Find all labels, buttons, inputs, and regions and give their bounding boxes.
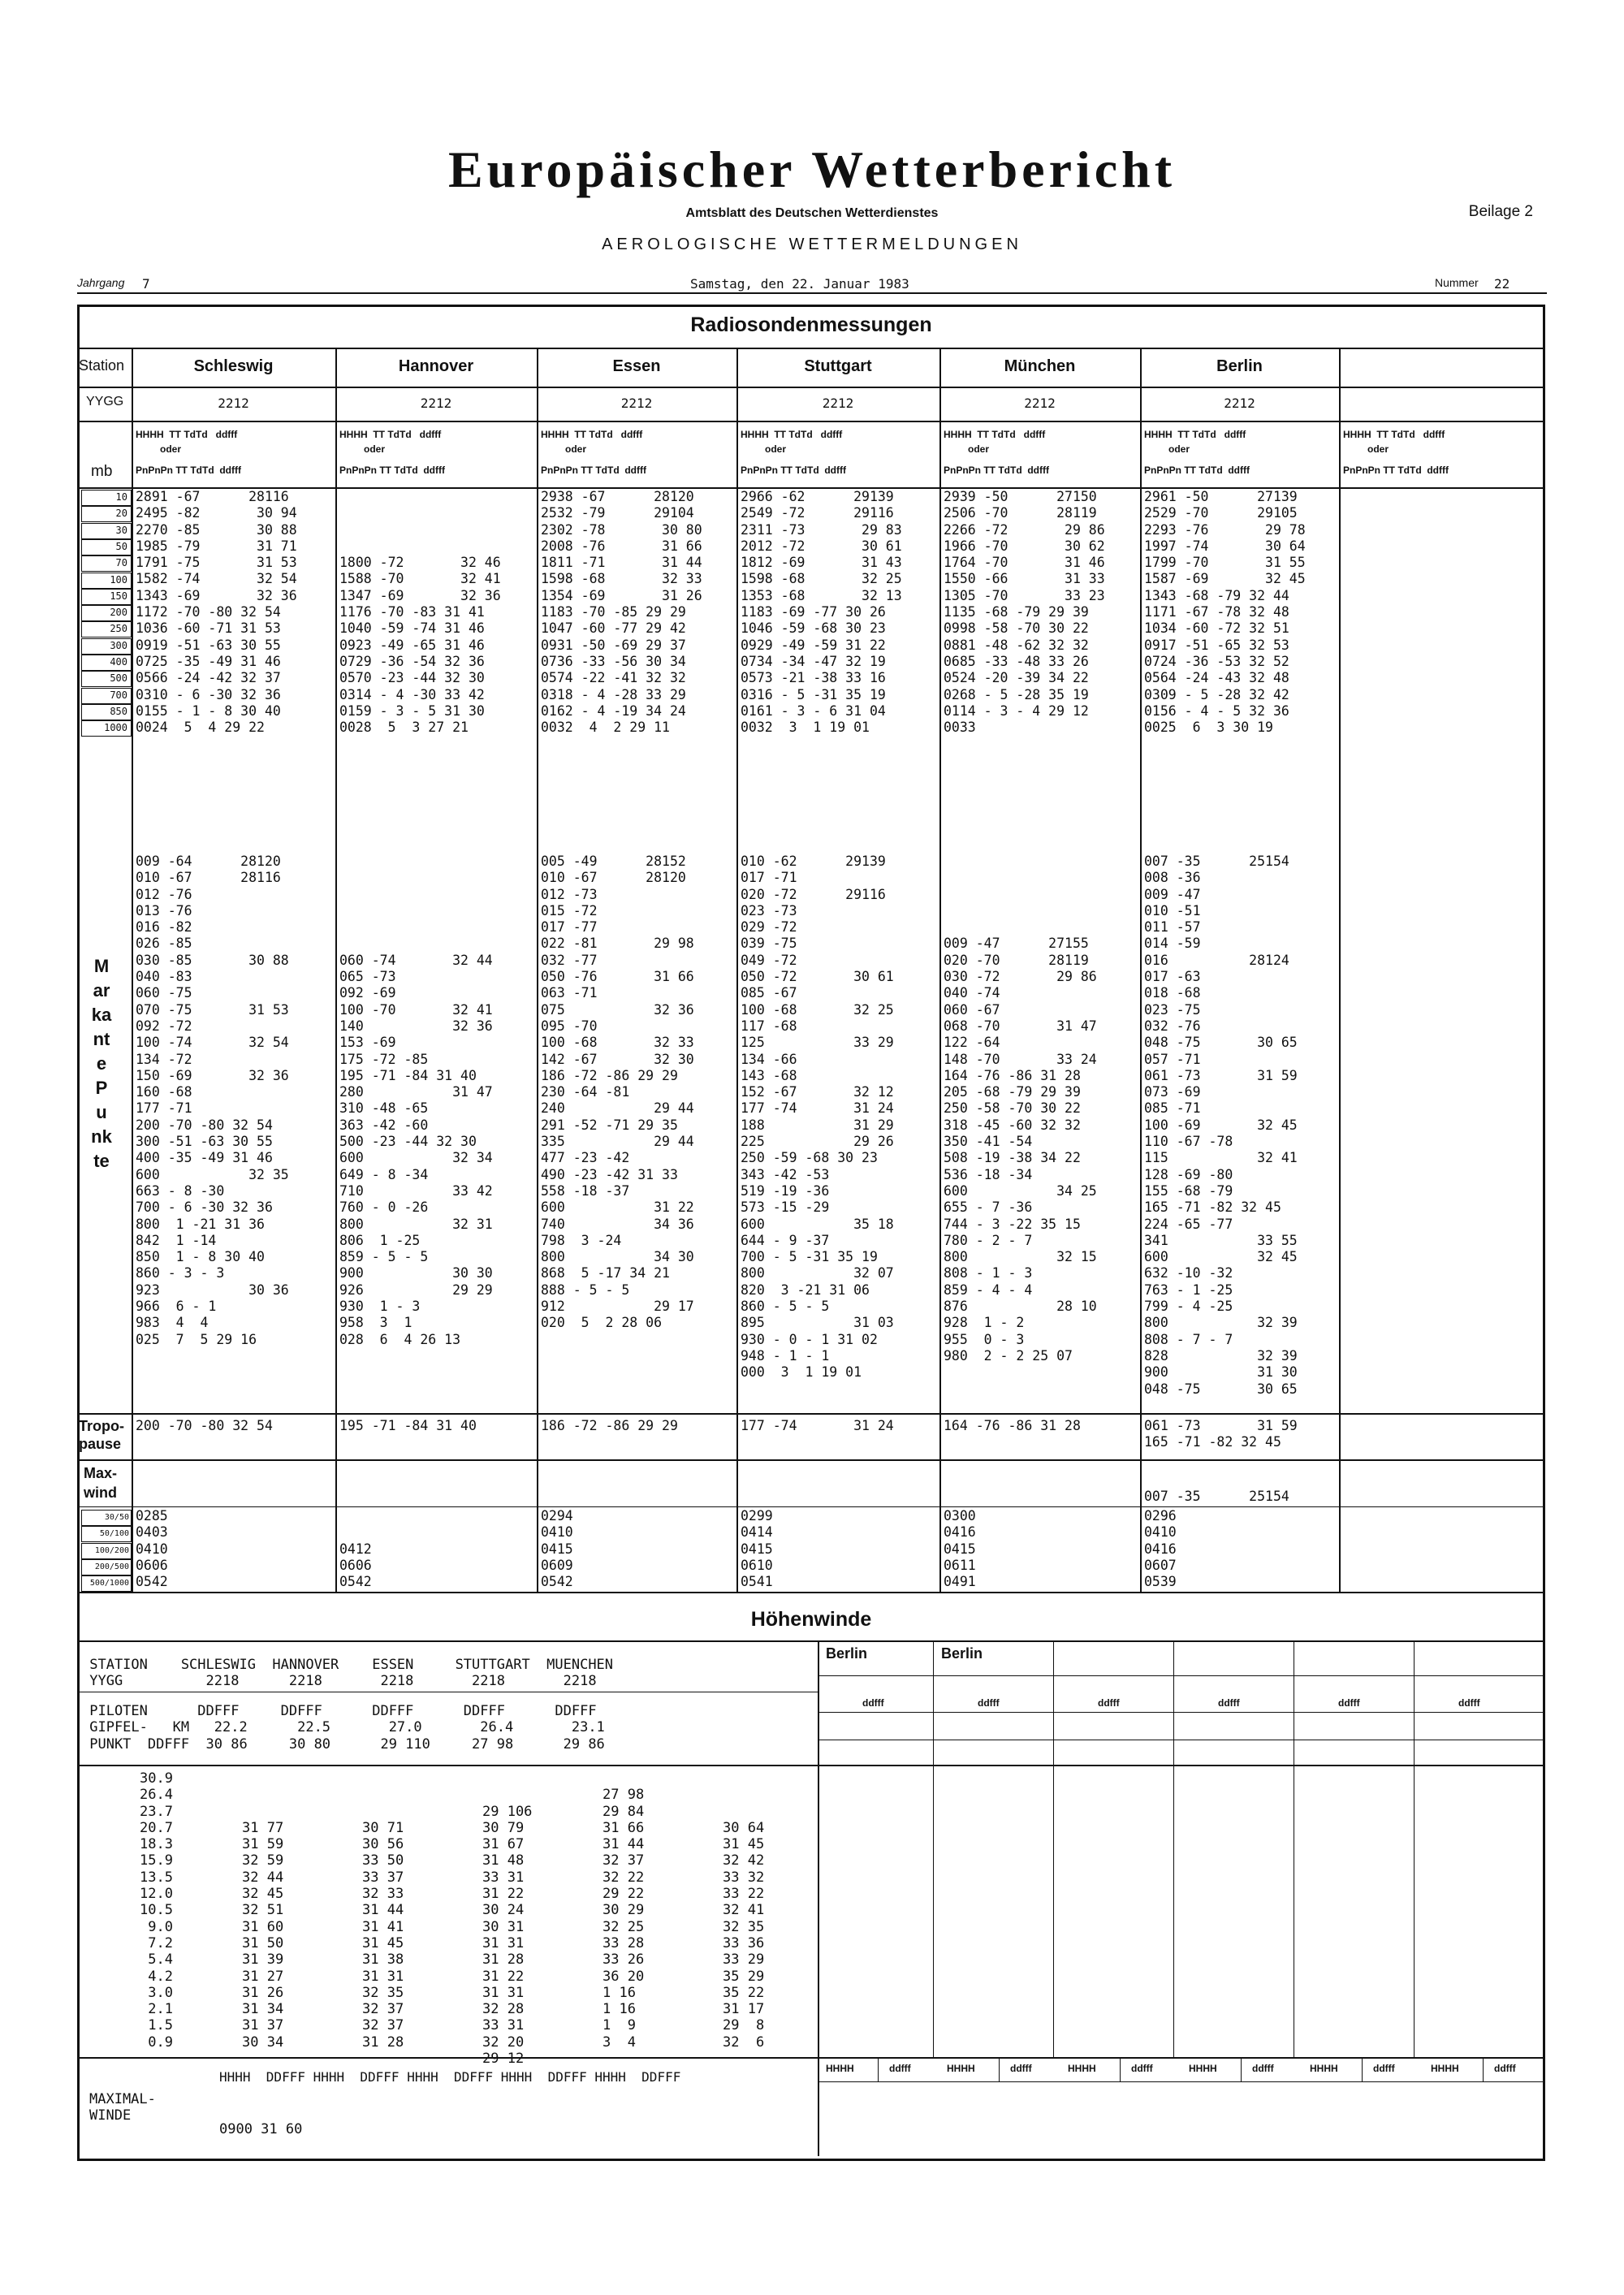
hw-ddfff-header: ddfff bbox=[1098, 1697, 1120, 1709]
shear-level-box bbox=[81, 1575, 132, 1592]
column-header-bottom: PnPnPn TT TdTd ddfff bbox=[1343, 465, 1449, 476]
hw-hhhh-header: HHHH bbox=[1068, 2063, 1096, 2074]
hw-ddfff-header: ddfff bbox=[889, 2063, 911, 2074]
column-header-top: HHHH TT TdTd ddfff bbox=[741, 429, 843, 440]
mb-level-box bbox=[81, 655, 132, 671]
hw-hhhh-header: HHHH bbox=[1310, 2063, 1338, 2074]
tropopause-values: 186 -72 -86 29 29 bbox=[541, 1418, 678, 1433]
hw-ddfff-header: ddfff bbox=[978, 1697, 1000, 1709]
grid-line bbox=[818, 2081, 1544, 2082]
mb-level-box bbox=[81, 490, 132, 506]
beilage-label: Beilage 2 bbox=[1468, 203, 1533, 220]
marked-points: 009 -47 27155 020 -70 28119 030 -72 29 86 040 -74 060 -67 068 -70 31 47 122 -64 148 -70 33 24 164 -76 -86 31 28 205 -68 -79 29 39 250 -58 -70 30 22 318 -45 -60 32 32 350 -41 -54 508 -19 -38 34 22 536 -18 -34 600 34 25 655 - 7 -36 744 - 3 -22 35 15 780 - 2 - 7 800 32 15 808 - 1 - 3 859 - 4 - 4 876 28 10 928 1 - 2 955 0 - 3 980 2 - 2 25 07 bbox=[944, 936, 1097, 1364]
column-header-top: HHHH TT TdTd ddfff bbox=[1144, 429, 1246, 440]
standard-levels: 2891 -67 28116 2495 -82 30 94 2270 -85 30 88 1985 -79 31 71 1791 -75 31 53 1582 -74 32 54 1343 -69 32 36 1172 -70 -80 32 54 1036 -60 -71 31 53 0919 -51 -63 30 55 0725 -35 -49 31 46 0566 -24 -42 32 37 0310 - 6 -30 32 36 0155 - 1 - 8 30 40 0024 5 4 29 22 bbox=[136, 489, 297, 736]
mb-level-value: 70 bbox=[115, 557, 127, 569]
mb-level-box bbox=[81, 523, 132, 539]
column-header-bottom: PnPnPn TT TdTd ddfff bbox=[541, 465, 646, 476]
marked-points: 060 -74 32 44 065 -73 092 -69 100 -70 32 41 140 32 36 153 -69 175 -72 -85 195 -71 -84 31 40 280 31 47 310 -48 -65 363 -42 -60 500 -23 -44 32 30 600 32 34 649 - 8 -34 710 33 42 760 - 0 -26 800 32 31 806 1 -25 859 - 5 - 5 900 30 30 926 29 29 930 1 - 3 958 3 1 028 6 4 26 13 bbox=[339, 952, 493, 1347]
grid-line bbox=[1483, 2057, 1484, 2081]
grid-line bbox=[1362, 2057, 1363, 2081]
hw-col-schleswig: 31 77 31 59 32 59 32 44 32 45 32 51 31 60 31 50 31 39 31 27 31 26 31 34 31 37 30 34 bbox=[242, 1819, 284, 2051]
hw-hhhh-header: HHHH bbox=[826, 2063, 854, 2074]
grid-line bbox=[818, 1675, 1544, 1676]
tropopause-values: 164 -76 -86 31 28 bbox=[944, 1418, 1081, 1433]
hw-hhhh-header: HHHH bbox=[1431, 2063, 1459, 2074]
mb-level-box bbox=[81, 589, 132, 605]
mb-level-box bbox=[81, 573, 132, 589]
station-name: München bbox=[1004, 357, 1076, 375]
tropopause-label: Tropo- pause bbox=[79, 1418, 124, 1452]
grid-line bbox=[1053, 1640, 1054, 2057]
page-subtitle: Amtsblatt des Deutschen Wetterdienstes bbox=[685, 206, 939, 220]
mb-level-value: 150 bbox=[110, 590, 127, 602]
hw-station-header: STATION SCHLESWIG HANNOVER ESSEN STUTTGART MUENCHEN YYGG 2218 2218 2218 2218 2218 bbox=[89, 1657, 614, 1690]
mb-level-value: 250 bbox=[110, 623, 127, 635]
hw-right-station: Berlin bbox=[941, 1645, 983, 1662]
maxwind-label: Max- wind bbox=[84, 1465, 118, 1501]
column-header-top: HHHH TT TdTd ddfff bbox=[136, 429, 238, 440]
hw-hhhh-header: HHHH bbox=[1189, 2063, 1217, 2074]
hw-ddfff-header: ddfff bbox=[1338, 1697, 1360, 1709]
standard-levels: 1800 -72 32 46 1588 -70 32 41 1347 -69 32 36 1176 -70 -83 31 41 1040 -59 -74 31 46 0923 -49 -65 31 46 0729 -36 -54 32 36 0570 -23 -44 32 30 0314 - 4 -30 33 42 0159 - 3 - 5 31 30 0028 5 3 27 21 bbox=[339, 555, 501, 736]
shear-level-value: 100/200 bbox=[94, 1545, 129, 1555]
grid-line bbox=[1414, 1640, 1415, 2057]
station-name: Essen bbox=[612, 357, 661, 375]
hw-ddfff-header: ddfff bbox=[1131, 2063, 1153, 2074]
nummer-value: 22 bbox=[1494, 276, 1510, 292]
mb-level-box bbox=[81, 671, 132, 687]
shear-level-value: 500/1000 bbox=[89, 1579, 129, 1588]
mb-level-value: 20 bbox=[115, 508, 127, 520]
grid-line bbox=[1120, 2057, 1121, 2081]
mb-level-value: 500 bbox=[110, 672, 127, 685]
hw-ddfff-header: ddfff bbox=[1218, 1697, 1240, 1709]
shear-values: 0296 0410 0416 0607 0539 bbox=[1144, 1508, 1177, 1590]
jahrgang-label: Jahrgang bbox=[77, 276, 125, 289]
hw-heights: 30.9 26.4 23.7 20.7 18.3 15.9 13.5 12.0 10.5 9.0 7.2 5.4 4.2 3.0 2.1 1.5 0.9 bbox=[140, 1770, 173, 2051]
shear-level-value: 30/50 bbox=[104, 1513, 129, 1522]
hw-col-essen: 29 106 30 79 31 67 31 48 33 31 31 22 30 24 30 31 31 31 31 28 31 22 31 31 32 28 33 31 32 20 29 12 bbox=[482, 1803, 533, 2068]
mb-level-value: 100 bbox=[110, 573, 127, 586]
mb-level-box bbox=[81, 720, 132, 737]
mb-level-box bbox=[81, 688, 132, 704]
mb-level-value: 30 bbox=[115, 524, 127, 536]
hw-ddfff-header: ddfff bbox=[1458, 1697, 1480, 1709]
hw-piloten-block: PILOTEN DDFFF DDFFF DDFFF DDFFF DDFFF GIPFEL- KM 22.2 22.5 27.0 26.4 23.1 PUNKT DDFFF 30 86 30 80 29 110 27 98 29 86 bbox=[89, 1703, 605, 1753]
standard-levels: 2966 -62 29139 2549 -72 29116 2311 -73 29 83 2012 -72 30 61 1812 -69 31 43 1598 -68 32 25 1353 -68 32 13 1183 -69 -77 30 26 1046 -59 -68 30 23 0929 -49 -59 31 22 0734 -34 -47 32 19 0573 -21 -38 33 16 0316 - 5 -31 35 19 0161 - 3 - 6 31 04 0032 3 1 19 01 bbox=[741, 489, 902, 736]
standard-levels: 2939 -50 27150 2506 -70 28119 2266 -72 29 86 1966 -70 30 62 1764 -70 31 46 1550 -66 31 33 1305 -70 33 23 1135 -68 -79 29 39 0998 -58 -70 30 22 0881 -48 -62 32 32 0685 -33 -48 33 26 0524 -20 -39 34 22 0268 - 5 -28 35 19 0114 - 3 - 4 29 12 0033 bbox=[944, 489, 1105, 736]
marked-points: 009 -64 28120 010 -67 28116 012 -76 013 -76 016 -82 026 -85 030 -85 30 88 040 -83 060 -75 070 -75 31 53 092 -72 100 -74 32 54 134 -72 150 -69 32 36 160 -68 177 -71 200 -70 -80 32 54 300 -51 -63 30 55 400 -35 -49 31 46 600 32 35 663 - 8 -30 700 - 6 -30 32 36 800 1 -21 31 36 842 1 -14 850 1 - 8 30 40 860 - 3 - 3 923 30 36 966 6 - 1 983 4 4 025 7 5 29 16 bbox=[136, 854, 289, 1347]
station-label: Station bbox=[79, 357, 125, 374]
station-name: Hannover bbox=[398, 357, 474, 375]
hw-ddfff-header: ddfff bbox=[1494, 2063, 1516, 2074]
mb-level-box bbox=[81, 621, 132, 638]
shear-values: 0299 0414 0415 0610 0541 bbox=[741, 1508, 773, 1590]
shear-level-value: 200/500 bbox=[94, 1562, 129, 1571]
hw-hhhh-header: HHHH bbox=[947, 2063, 975, 2074]
mb-level-box bbox=[81, 638, 132, 655]
shear-values: 0300 0416 0415 0611 0491 bbox=[944, 1508, 976, 1590]
mb-level-box bbox=[81, 539, 132, 555]
mb-level-value: 300 bbox=[110, 639, 127, 651]
column-header-bottom: PnPnPn TT TdTd ddfff bbox=[741, 465, 846, 476]
radiosonde-title: Radiosondenmessungen bbox=[690, 313, 932, 336]
issue-info-line bbox=[77, 274, 1547, 294]
column-header-mid: oder bbox=[1343, 443, 1389, 455]
column-header-top: HHHH TT TdTd ddfff bbox=[541, 429, 643, 440]
shear-values: 0294 0410 0415 0609 0542 bbox=[541, 1508, 573, 1590]
column-header-bottom: PnPnPn TT TdTd ddfff bbox=[339, 465, 445, 476]
shear-level-box bbox=[81, 1543, 132, 1559]
mb-level-value: 10 bbox=[115, 491, 127, 503]
column-header-mid: oder bbox=[741, 443, 787, 455]
jahrgang-value: 7 bbox=[142, 276, 150, 292]
grid-line bbox=[933, 1640, 934, 2057]
station-yygg: 2212 bbox=[218, 395, 249, 411]
column-header-bottom: PnPnPn TT TdTd ddfff bbox=[1144, 465, 1250, 476]
column-header-top: HHHH TT TdTd ddfff bbox=[1343, 429, 1445, 440]
nummer-label: Nummer bbox=[1435, 276, 1479, 289]
station-name: Stuttgart bbox=[804, 357, 872, 375]
hw-col-muenchen: 30 64 31 45 32 42 33 32 33 22 32 41 32 35 33 36 33 29 35 29 35 22 31 17 29 8 32 6 bbox=[723, 1819, 765, 2051]
station-name: Berlin bbox=[1216, 357, 1263, 375]
marked-points: 010 -62 29139 017 -71 020 -72 29116 023 -73 029 -72 039 -75 049 -72 050 -72 30 61 085 -67 100 -68 32 25 117 -68 125 33 29 134 -66 143 -68 152 -67 32 12 177 -74 31 24 188 31 29 225 29 26 250 -59 -68 30 23 343 -42 -53 519 -19 -36 573 -15 -29 600 35 18 644 - 9 -37 700 - 5 -31 35 19 800 32 07 820 3 -21 31 06 860 - 5 - 5 895 31 03 930 - 0 - 1 31 02 948 - 1 - 1 000 3 1 19 01 bbox=[741, 854, 894, 1381]
mb-level-value: 200 bbox=[110, 607, 127, 619]
hw-ddfff-header: ddfff bbox=[1373, 2063, 1395, 2074]
hw-maximal-value: 0900 31 60 bbox=[219, 2121, 303, 2137]
mb-level-value: 400 bbox=[110, 656, 127, 668]
station-name: Schleswig bbox=[193, 357, 274, 375]
column-header-mid: oder bbox=[339, 443, 386, 455]
issue-date: Samstag, den 22. Januar 1983 bbox=[690, 276, 909, 292]
column-header-mid: oder bbox=[944, 443, 990, 455]
hoehenwinde-title: Höhenwinde bbox=[750, 1608, 872, 1631]
column-header-mid: oder bbox=[541, 443, 587, 455]
shear-level-value: 50/100 bbox=[99, 1529, 129, 1539]
column-header-mid: oder bbox=[1144, 443, 1190, 455]
page-title: Europäischer Wetterbericht bbox=[447, 140, 1177, 198]
mb-level-value: 50 bbox=[115, 540, 127, 552]
shear-level-box bbox=[81, 1559, 132, 1575]
tropopause-values: 200 -70 -80 32 54 bbox=[136, 1418, 273, 1433]
mb-level-box bbox=[81, 605, 132, 621]
shear-level-box bbox=[81, 1510, 132, 1526]
mb-level-value: 1000 bbox=[104, 722, 127, 734]
shear-values: 0285 0403 0410 0606 0542 bbox=[136, 1508, 168, 1590]
standard-levels: 2938 -67 28120 2532 -79 29104 2302 -78 30 80 2008 -76 31 66 1811 -71 31 44 1598 -68 32 33 1354 -69 31 26 1183 -70 -85 29 29 1047 -60 -77 29 42 0931 -50 -69 29 37 0736 -33 -56 30 34 0574 -22 -41 32 32 0318 - 4 -28 33 29 0162 - 4 -19 34 24 0032 4 2 29 11 bbox=[541, 489, 702, 736]
tropopause-values: 061 -73 31 59 165 -71 -82 32 45 bbox=[1144, 1418, 1298, 1450]
hw-col-stuttgart: 27 98 29 84 31 66 31 44 32 37 32 22 29 22 30 29 32 25 33 28 33 26 36 20 1 16 1 16 1 9 3 4 bbox=[603, 1787, 645, 2051]
hw-right-station: Berlin bbox=[826, 1645, 868, 1662]
hw-ddfff-header: ddfff bbox=[1252, 2063, 1274, 2074]
hw-ddfff-header: ddfff bbox=[862, 1697, 884, 1709]
shear-level-box bbox=[81, 1526, 132, 1542]
maxwind-values: 007 -35 25154 bbox=[1144, 1489, 1289, 1504]
marked-points-label: Markante Punkte bbox=[91, 956, 112, 1171]
station-yygg: 2212 bbox=[822, 395, 854, 411]
station-yygg: 2212 bbox=[1024, 395, 1056, 411]
mb-level-box bbox=[81, 555, 132, 572]
hw-maximal-header: HHHH DDFFF HHHH DDFFF HHHH DDFFF HHHH DDFFF HHHH DDFFF bbox=[219, 2069, 681, 2085]
column-header-mid: oder bbox=[136, 443, 182, 455]
column-header-bottom: PnPnPn TT TdTd ddfff bbox=[136, 465, 241, 476]
standard-levels: 2961 -50 27139 2529 -70 29105 2293 -76 29 78 1997 -74 30 64 1799 -70 31 55 1587 -69 32 45 1343 -68 -79 32 44 1171 -67 -78 32 48 1034 -60 -72 32 51 0917 -51 -65 32 53 0724 -36 -53 32 52 0564 -24 -43 32 48 0309 - 5 -28 32 42 0156 - 4 - 5 32 36 0025 6 3 30 19 bbox=[1144, 489, 1306, 736]
station-yygg: 2212 bbox=[1224, 395, 1255, 411]
section-title: AEROLOGISCHE WETTERMELDUNGEN bbox=[602, 236, 1022, 253]
marked-points: 007 -35 25154 008 -36 009 -47 010 -51 011 -57 014 -59 016 28124 017 -63 018 -68 023 -75 032 -76 048 -75 30 65 057 -71 061 -73 31 59 073 -69 085 -71 100 -69 32 45 110 -67 -78 115 32 41 128 -69 -80 155 -68 -79 165 -71 -82 32 45 224 -65 -77 341 33 55 600 32 45 632 -10 -32 763 - 1 -25 799 - 4 -25 800 32 39 808 - 7 - 7 828 32 39 900 31 30 048 -75 30 65 bbox=[1144, 854, 1298, 1397]
station-yygg: 2212 bbox=[620, 395, 653, 411]
grid-line bbox=[1173, 1640, 1174, 2057]
shear-values: 0412 0606 0542 bbox=[339, 1541, 372, 1590]
mb-level-box bbox=[81, 704, 132, 720]
mb-level-value: 700 bbox=[110, 689, 127, 701]
hw-maximal-label: MAXIMAL- WINDE bbox=[89, 2091, 156, 2124]
mb-level-box bbox=[81, 506, 132, 522]
hw-col-hannover: 30 71 30 56 33 50 33 37 32 33 31 44 31 41 31 45 31 38 31 31 32 35 32 37 32 37 31 28 bbox=[362, 1819, 404, 2051]
tropopause-values: 195 -71 -84 31 40 bbox=[339, 1418, 477, 1433]
column-header-top: HHHH TT TdTd ddfff bbox=[944, 429, 1046, 440]
mb-label: mb bbox=[91, 463, 113, 480]
grid-line bbox=[1241, 2057, 1242, 2081]
mb-level-value: 850 bbox=[110, 705, 127, 717]
hw-ddfff-header: ddfff bbox=[1010, 2063, 1032, 2074]
column-header-top: HHHH TT TdTd ddfff bbox=[339, 429, 442, 440]
grid-line bbox=[999, 2057, 1000, 2081]
tropopause-values: 177 -74 31 24 bbox=[741, 1418, 894, 1433]
grid-line bbox=[878, 2057, 879, 2081]
yygg-label: YYGG bbox=[86, 395, 124, 408]
grid-line bbox=[818, 1712, 1544, 1713]
column-header-bottom: PnPnPn TT TdTd ddfff bbox=[944, 465, 1049, 476]
marked-points: 005 -49 28152 010 -67 28120 012 -73 015 -72 017 -77 022 -81 29 98 032 -77 050 -76 31 66 063 -71 075 32 36 095 -70 100 -68 32 33 142 -67 32 30 186 -72 -86 29 29 230 -64 -81 240 29 44 291 -52 -71 29 35 335 29 44 477 -23 -42 490 -23 -42 31 33 558 -18 -37 600 31 22 740 34 36 798 3 -24 800 34 30 868 5 -17 34 21 888 - 5 - 5 912 29 17 020 5 2 28 06 bbox=[541, 854, 694, 1331]
station-yygg: 2212 bbox=[420, 395, 452, 411]
